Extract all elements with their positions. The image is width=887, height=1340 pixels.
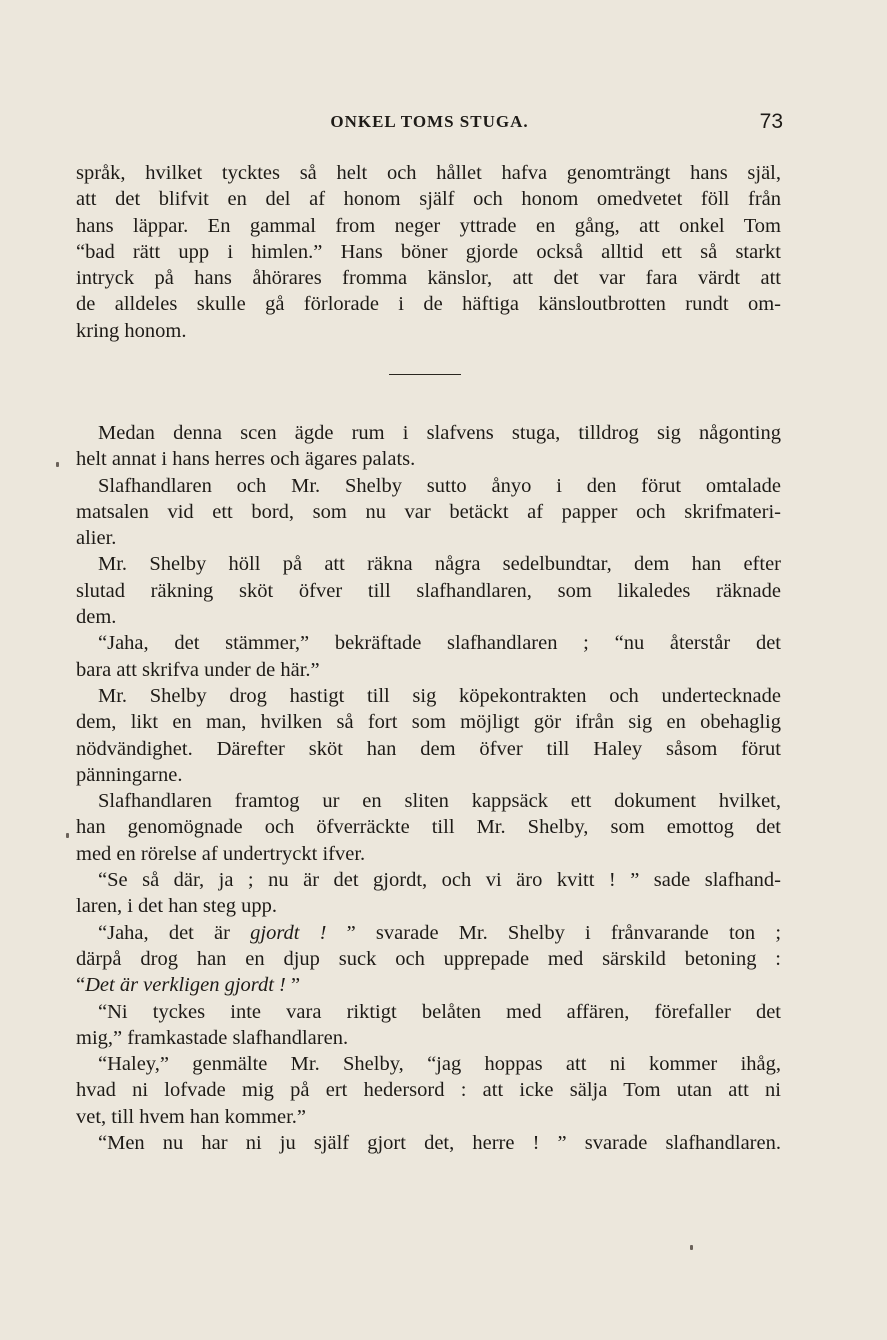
text-line: hvad ni lofvade mig på ert hedersord : att icke sälja Tom utan att ni xyxy=(76,1079,781,1102)
text-line: hans läppar. En gammal from neger yttrade en gång, att onkel Tom xyxy=(76,214,781,237)
paragraph-1 xyxy=(76,160,781,344)
running-header xyxy=(76,112,783,132)
text-line: nödvändighet. Därefter sköt han dem öfver till Haley såsom förut xyxy=(76,737,781,760)
text-line: slutad räkning sköt öfver till slafhandlaren, som likaledes räknade xyxy=(76,579,781,602)
text-line: “bad rätt upp i himlen.” Hans böner gjorde också alltid ett så starkt xyxy=(76,240,781,263)
text-line: helt annat i hans herres och ägares palats. xyxy=(76,448,416,471)
text-line: alier. xyxy=(76,527,117,550)
text-line: Slafhandlaren och Mr. Shelby sutto ånyo i den förut omtalade xyxy=(98,474,781,497)
print-speck xyxy=(66,833,69,838)
text-line: han genomögnade och öfverräckte till Mr. Shelby, som emottog det xyxy=(76,816,781,839)
text-line: att det blifvit en del af honom själf och honom omedvetet föll från xyxy=(76,188,781,211)
text-line: vet, till hvem han kommer.” xyxy=(76,1105,307,1128)
text-line: Slafhandlaren framtog ur en sliten kappsäck ett dokument hvilket, xyxy=(98,790,781,813)
running-title: ONKEL TOMS STUGA. xyxy=(330,112,529,131)
text-line: pänningarne. xyxy=(76,763,183,786)
text-line: Medan denna scen ägde rum i slafvens stuga, tilldrog sig någonting xyxy=(98,422,781,444)
text-line: med en rörelse af undertryckt ifver. xyxy=(76,842,366,865)
text-line: “Jaha, det är gjordt ! ” svarade Mr. Shelby i frånvarande ton ; xyxy=(98,921,782,944)
text-line: mig,” framkastade slafhandlaren. xyxy=(76,1026,349,1049)
text-line: laren, i det han steg upp. xyxy=(76,895,277,918)
text-line: dem, likt en man, hvilken så fort som möjligt gör ifrån sig en obehaglig xyxy=(76,711,781,734)
text-line: “Ni tyckes inte vara riktigt belåten med affären, förefaller det xyxy=(98,1000,781,1023)
print-speck xyxy=(56,462,59,467)
text-line: Mr. Shelby drog hastigt till sig köpekontrakten och undertecknade xyxy=(98,684,781,707)
print-speck xyxy=(690,1245,693,1250)
text-line: Mr. Shelby höll på att räkna några sedelbundtar, dem han efter xyxy=(98,553,781,576)
text-line: därpå drog han en djup suck och upprepade med särskild betoning : xyxy=(76,947,781,970)
text-line: “Jaha, det stämmer,” bekräftade slafhandlaren ; “nu återstår det xyxy=(98,632,781,655)
text-line: dem. xyxy=(76,606,117,629)
text-line: intryck på hans åhörares fromma känslor, att det var fara värdt att xyxy=(76,267,781,290)
text-line: “Men nu har ni ju själf gjort det, herre ! ” svarade slafhandlaren. xyxy=(98,1132,781,1155)
text-line: “Haley,” genmälte Mr. Shelby, “jag hoppas att ni kommer ihåg, xyxy=(98,1053,781,1076)
text-line: “Se så där, ja ; nu är det gjordt, och vi äro kvitt ! ” sade slafhand- xyxy=(98,869,781,892)
section-2 xyxy=(76,420,781,1156)
text-line: matsalen vid ett bord, som nu var betäckt af papper och skrifmateri- xyxy=(76,500,781,523)
text-line: “Det är verkligen gjordt ! ” xyxy=(76,974,301,997)
page-number: 73 xyxy=(759,110,783,133)
text-line: språk, hvilket tycktes så helt och hållet hafva genomträngt hans själ, xyxy=(76,162,781,184)
section-divider xyxy=(389,374,461,375)
text-line: de alldeles skulle gå förlorade i de häftiga känsloutbrotten rundt om- xyxy=(76,293,781,316)
text-line: bara att skrifva under de här.” xyxy=(76,658,320,681)
text-line: kring honom. xyxy=(76,319,187,342)
